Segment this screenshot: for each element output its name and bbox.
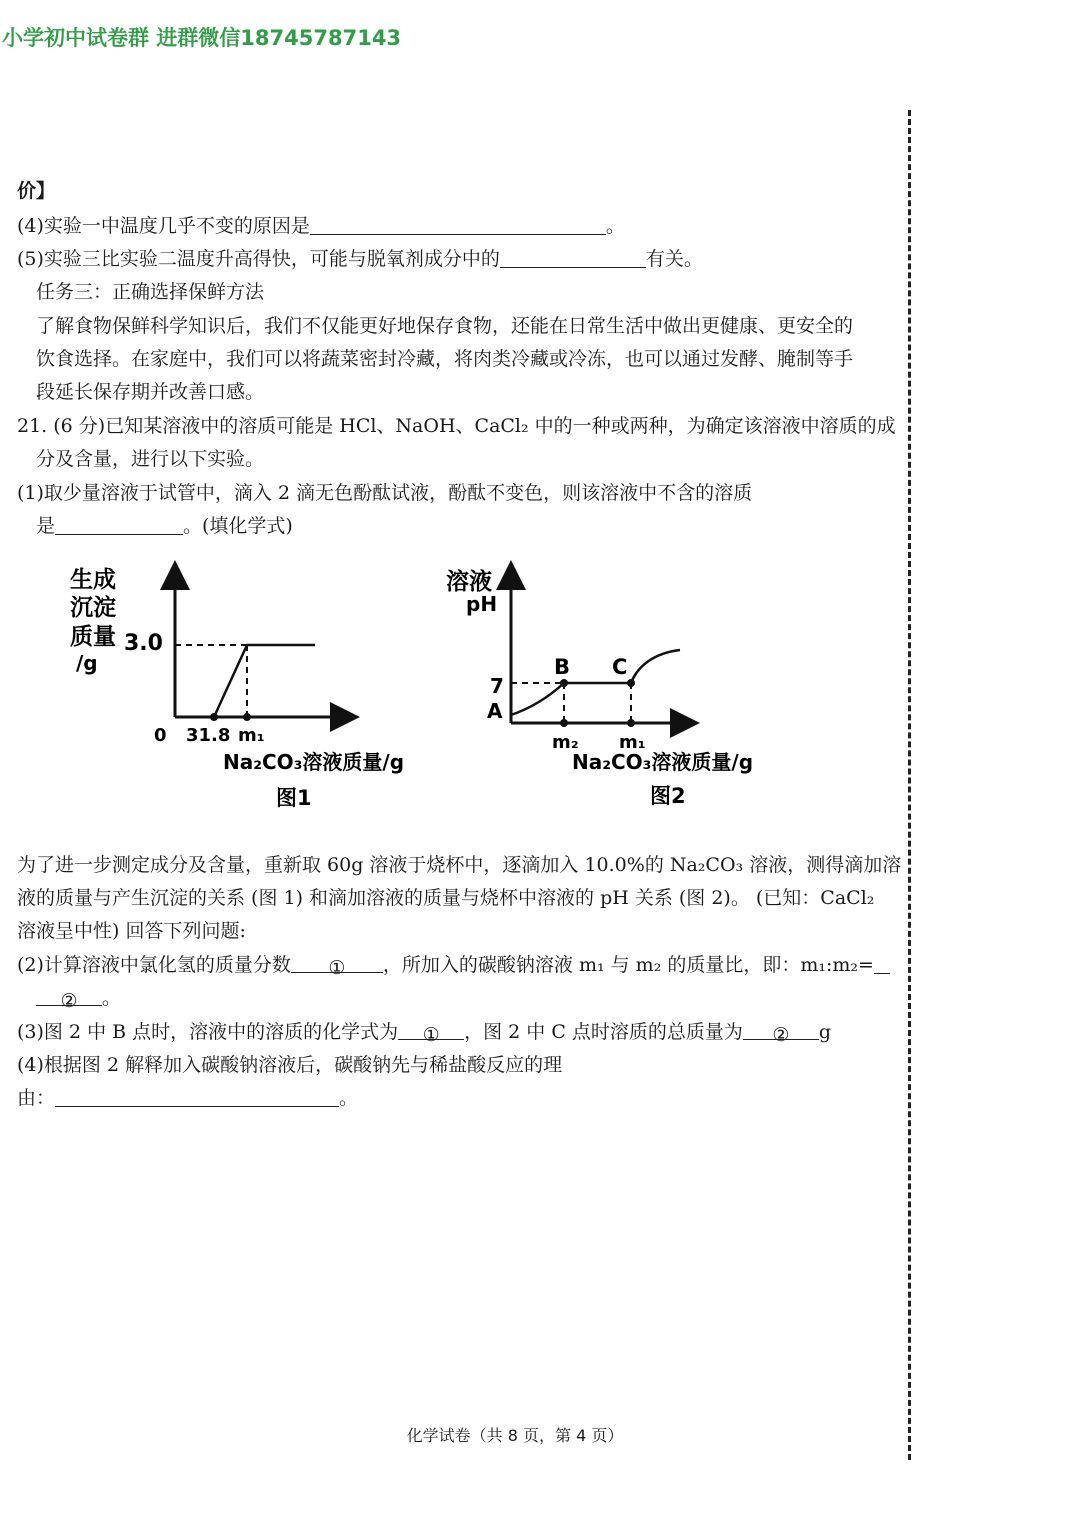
figure-1-chart [40,555,460,825]
answer-blank[interactable] [874,953,890,974]
x-axis-label: Na₂CO₃溶液质量/g [223,750,405,774]
paragraph-line: 了解食物保鲜科学知识后，我们不仅能更好地保存食物，还能在日常生活中做出更健康、更安全的 [36,315,854,337]
y-tick-label: 7 [490,674,504,698]
page-footer: 化学试卷（共 8 页，第 4 页） [406,1426,624,1445]
task-three-heading: 任务三：正确选择保鲜方法 [36,281,265,303]
data-point [243,713,251,721]
question-21-stem: 21. (6 分)已知某溶液中的溶质可能是 HCl、NaOH、CaCl₂ 中的一种或两种，为确定该溶液中溶质的成 [17,415,896,437]
question-4: (4)实验一中温度几乎不变的原因是 。 [17,215,625,237]
figure-2-chart [440,555,840,825]
question-21-1: (1)取少量溶液于试管中，滴入 2 滴无色酚酞试液，酚酞不变色，则该溶液中不含的溶质 [17,482,753,504]
data-point [627,719,635,727]
answer-blank[interactable] [500,247,646,268]
y-axis-label: 质量 [70,624,116,650]
question-21-1-answer: 是 。(填化学式) [36,515,293,537]
question-21-3: (3)图 2 中 B 点时，溶液中的溶质的化学式为 ① ，图 2 中 C 点时溶质的总质量为 ② g [17,1021,832,1046]
point-label: C [612,655,628,679]
figure-caption: 图2 [650,784,686,808]
answer-blank[interactable]: ② [743,1019,819,1040]
x-axis-label: Na₂CO₃溶液质量/g [572,750,754,774]
data-point [627,679,635,687]
description-line: 为了进一步测定成分及含量，重新取 60g 溶液于烧杯中，逐滴加入 10.0%的 Na₂CO₃ 溶液，测得滴加溶 [17,854,902,876]
x-tick-label: 0 [154,725,167,746]
text-line: 价】 [17,180,56,202]
question-21-4: (4)根据图 2 解释加入碳酸钠溶液后，碳酸钠先与稀盐酸反应的理 [17,1054,563,1076]
data-point [560,679,568,687]
point-label: A [487,699,503,723]
paragraph-line: 饮食选择。在家庭中，我们可以将蔬菜密封冷藏，将肉类冷藏或冷冻，也可以通过发酵、腌制等手 [36,348,854,370]
y-axis-label: 溶液 [446,569,492,595]
question-21-2: (2)计算溶液中氯化氢的质量分数 ① ，所加入的碳酸钠溶液 m₁ 与 m₂ 的质量比，即：m₁:m₂= [17,949,890,982]
answer-blank[interactable]: ① [291,952,383,973]
paragraph-line: 段延长保存期并改善口感。 [36,381,265,403]
question-21-stem: 分及含量，进行以下实验。 [36,448,265,470]
point-label: B [554,655,571,679]
data-point [560,719,568,727]
question-21-4-answer: 由： 。 [17,1087,359,1109]
answer-blank[interactable]: ② [36,985,102,1006]
x-tick-label: m₁ [619,732,646,753]
watermark-header: 小学初中试卷群 进群微信18745787143 [2,26,402,50]
x-tick-label: m₂ [552,732,579,753]
figure-caption: 图1 [276,786,312,810]
question-5: (5)实验三比实验二温度升高得快，可能与脱氧剂成分中的 有关。 [17,248,703,270]
binding-dashed-line [908,110,911,1460]
answer-blank[interactable] [310,214,606,235]
y-tick-label: 3.0 [124,631,163,656]
precipitate-curve [214,645,315,717]
y-axis-label: 生成 [70,567,116,593]
description-line: 溶液呈中性) 回答下列问题: [17,920,246,942]
question-21-2-cont: ② 。 [36,982,121,1015]
data-point [210,713,218,721]
y-axis-label: pH [466,592,498,616]
description-line: 液的质量与产生沉淀的关系 (图 1) 和滴加溶液的质量与烧杯中溶液的 pH 关系 (图 2)。 (已知：CaCl₂ [17,887,875,909]
y-axis-label: 沉淀 [70,595,116,621]
answer-blank[interactable] [55,1086,339,1107]
answer-blank[interactable] [55,514,183,535]
x-tick-label: m₁ [238,725,265,746]
answer-blank[interactable]: ① [398,1019,464,1040]
y-axis-label: /g [76,651,98,675]
x-tick-label: 31.8 [186,725,231,746]
